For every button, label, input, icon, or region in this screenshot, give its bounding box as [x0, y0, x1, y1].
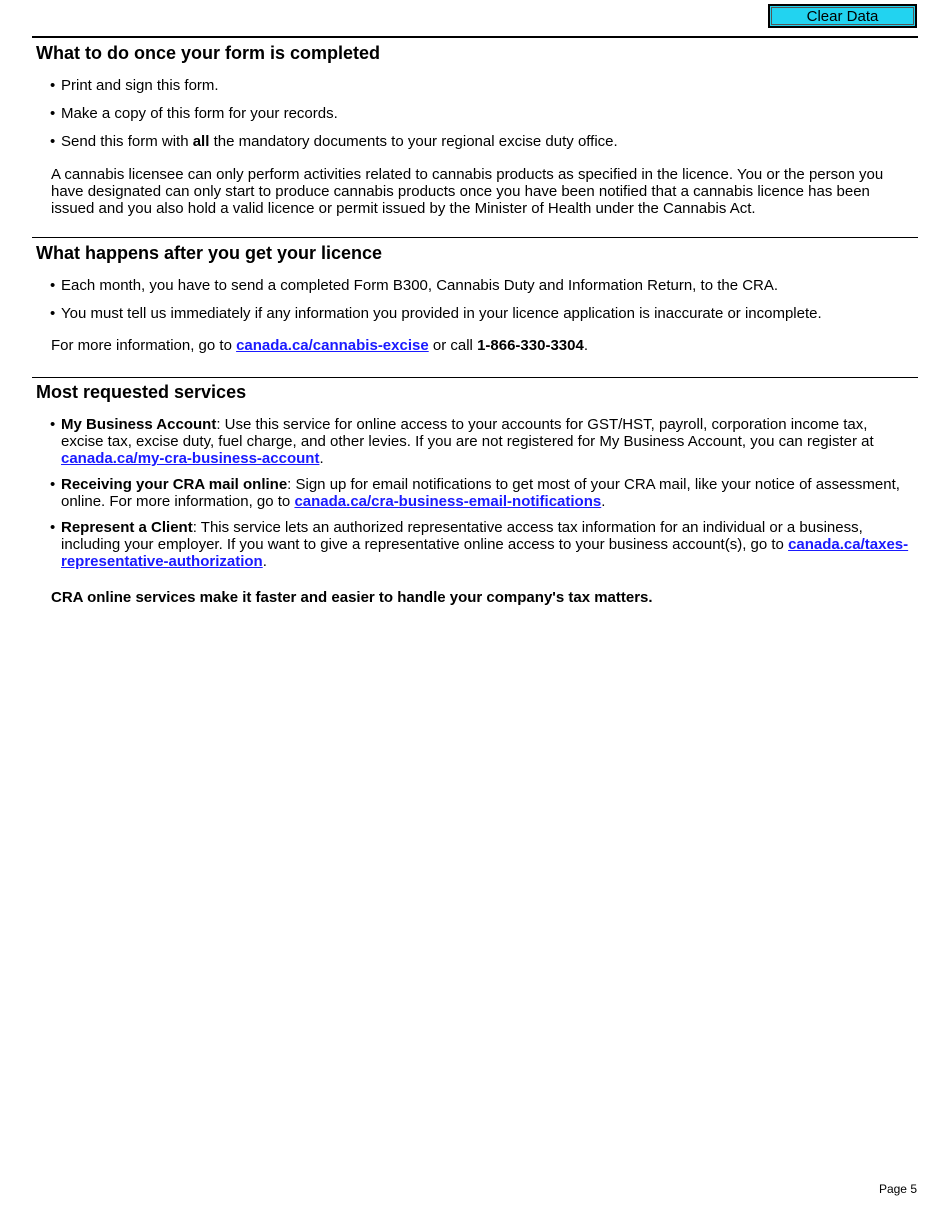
- service-text: .: [319, 450, 324, 467]
- list-item-text: Each month, you have to send a completed Form B300, Cannabis Duty and Information Return, to the CRA.: [61, 277, 779, 294]
- service-text: : Use this service for online access to your accounts for GST/HST, payroll, corporation income tax, excise tax, excise duty, fuel charge, and other levies. If you are not registered for My Business Account, you can register at: [61, 416, 874, 450]
- services-list: [50, 416, 910, 570]
- section-divider: [32, 36, 918, 38]
- service-text: .: [262, 553, 267, 570]
- list-item-text: Send this form with: [61, 133, 193, 150]
- section-heading-services: Most requested services: [36, 382, 247, 402]
- service-title: My Business Account: [61, 416, 217, 433]
- phone-number: 1-866-330-3304: [477, 337, 584, 354]
- service-title: Represent a Client: [61, 519, 193, 536]
- list-item: • My Business Account: Use this service for online access to your accounts for GST/HST, payroll, corporation income tax, excise tax, excise duty, fuel charge, and other levies. If you are not registered for My Business Account, you can register at canada.ca/my-cra-business-account.: [50, 416, 874, 467]
- list-item-text: You must tell us immediately if any information you provided in your licence application is inaccurate or incomplete.: [61, 305, 822, 322]
- service-text: .: [601, 493, 606, 510]
- representative-authorization-link[interactable]: canada.ca/taxes-representative-authorization: [61, 536, 909, 570]
- clear-data-button[interactable]: Clear Data: [768, 4, 917, 28]
- list-item: • Each month, you have to send a completed Form B300, Cannabis Duty and Information Return, to the CRA.: [50, 277, 779, 294]
- after-licence-list: [50, 277, 910, 322]
- licensee-paragraph: A cannabis licensee can only perform activities related to cannabis products as specified in the licence. You or the person you have designated can only start to produce cannabis products once you have been notified that a cannabis licence has been issued and you also hold a valid licence or permit issued by the Minister of Health under the Cannabis Act.: [51, 166, 884, 217]
- more-info-line: [51, 337, 911, 354]
- list-item: • Make a copy of this form for your records.: [50, 105, 338, 122]
- emphasis-text: all: [192, 133, 210, 150]
- section-divider: [32, 237, 918, 238]
- list-item-text: Make a copy of this form for your records.: [61, 105, 338, 122]
- list-item-text: Print and sign this form.: [61, 77, 219, 94]
- section-divider: [32, 377, 918, 378]
- section-heading-completed: What to do once your form is completed: [36, 43, 381, 63]
- more-info-text: For more information, go to: [51, 337, 237, 354]
- completed-list: [50, 77, 910, 150]
- list-item: • Receiving your CRA mail online: Sign up for email notifications to get most of your CRA mail, like your notice of assessment, online. For more information, go to canada.ca/cra-business-email-notifications.: [50, 476, 900, 510]
- list-item: • Represent a Client: This service lets an authorized representative access tax information for an individual or a business, including your employer. If you want to give a representative online access to your business account(s), go to canada.ca/taxes-representative-authorization.: [50, 519, 909, 570]
- more-info-text: .: [583, 337, 588, 354]
- cannabis-excise-link[interactable]: canada.ca/cannabis-excise: [236, 337, 429, 354]
- service-text: : This service lets an authorized representative access tax information for an individual or a business, including your employer. If you want to give a representative online access to your business account(s), go to: [61, 519, 863, 553]
- list-item: • You must tell us immediately if any information you provided in your licence application is inaccurate or incomplete.: [50, 305, 822, 322]
- email-notifications-link[interactable]: canada.ca/cra-business-email-notifications: [294, 493, 602, 510]
- my-business-account-link[interactable]: canada.ca/my-cra-business-account: [61, 450, 320, 467]
- service-title: Receiving your CRA mail online: [61, 476, 288, 493]
- list-item: • Send this form with all the mandatory documents to your regional excise duty office.: [50, 133, 618, 150]
- list-item-text: the mandatory documents to your regional excise duty office.: [209, 133, 618, 150]
- page-number: Page 5: [878, 1182, 917, 1196]
- closing-statement: CRA online services make it faster and easier to handle your company's tax matters.: [51, 589, 653, 606]
- section-heading-after-licence: What happens after you get your licence: [36, 243, 383, 263]
- more-info-text: or call: [428, 337, 478, 354]
- list-item: • Print and sign this form.: [50, 77, 219, 94]
- service-text: : Sign up for email notifications to get most of your CRA mail, like your notice of assessment, online. For more information, go to: [61, 476, 900, 510]
